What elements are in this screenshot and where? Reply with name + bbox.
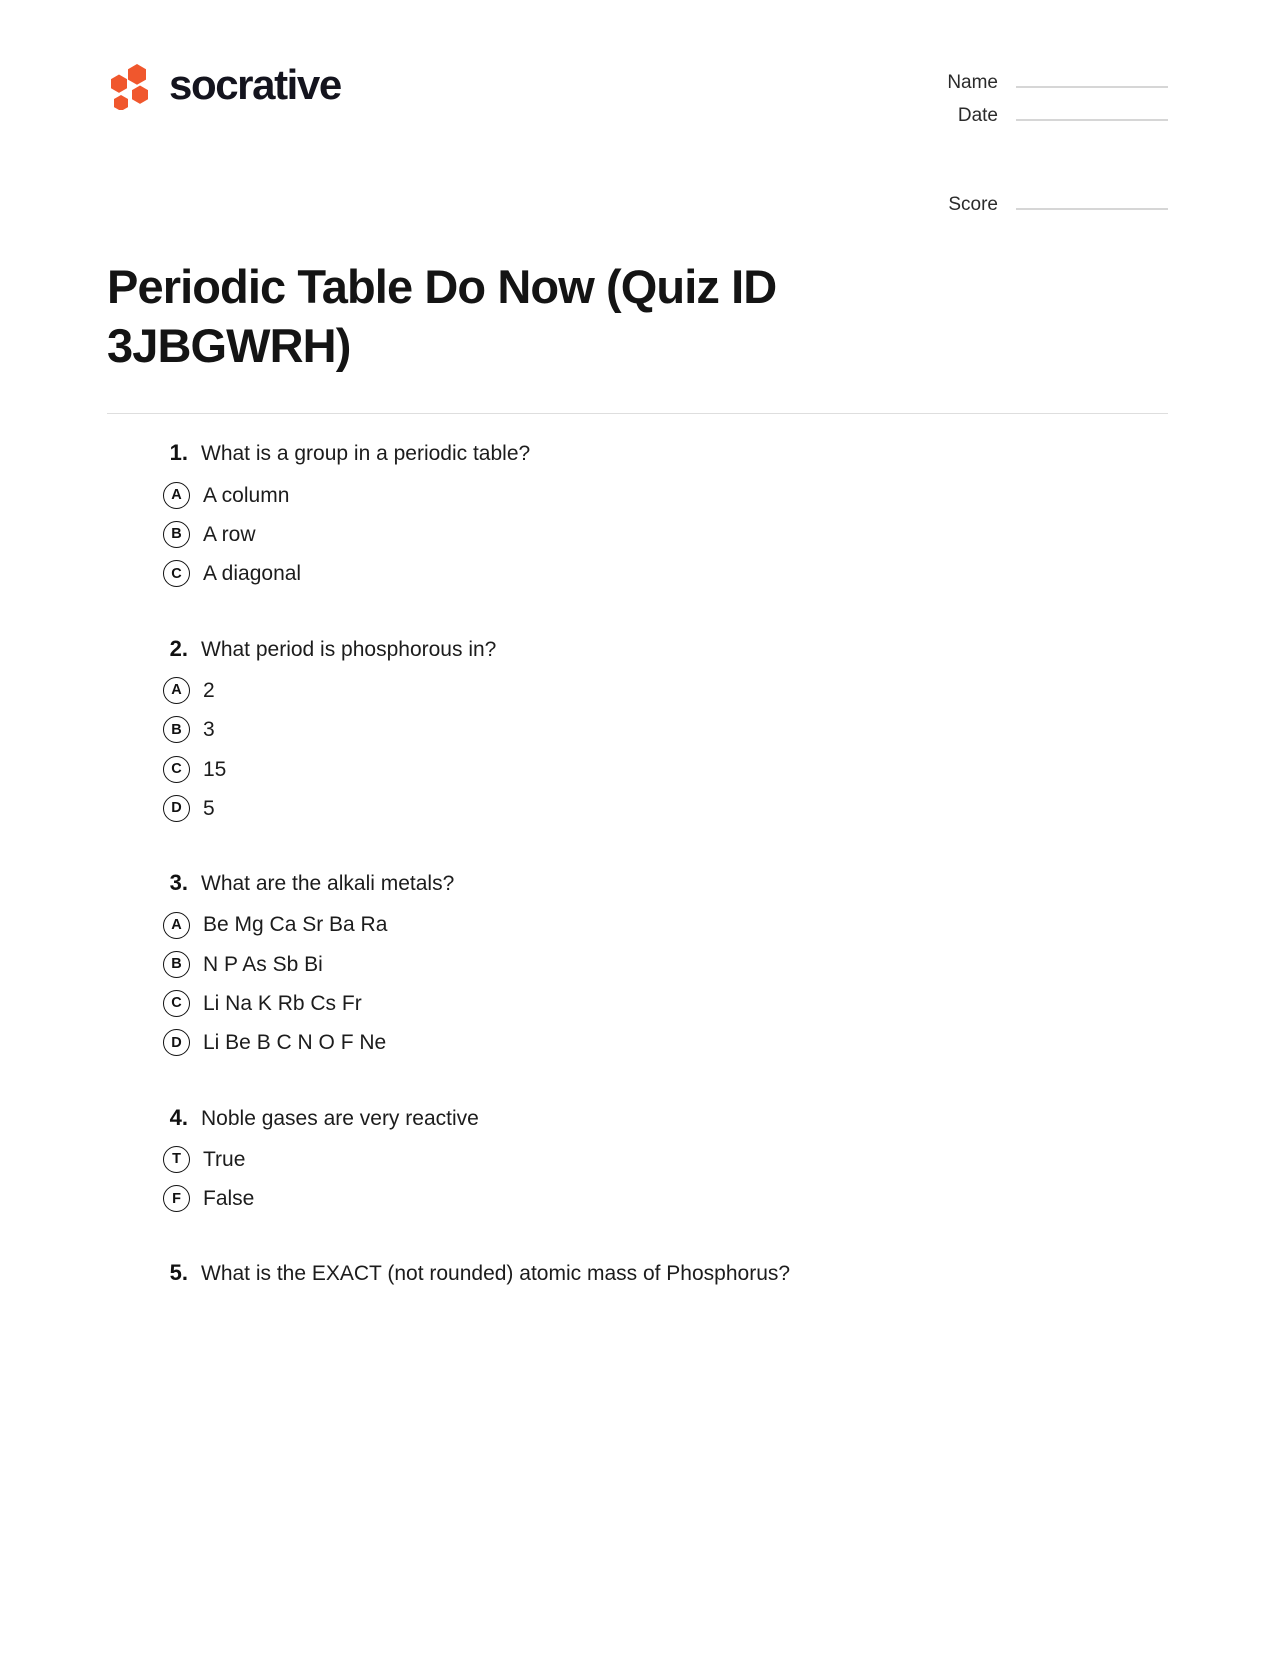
question-block: [162, 1260, 1168, 1287]
option-bubble-a[interactable]: A: [163, 677, 190, 704]
question-header: [162, 1260, 1168, 1287]
date-label: Date: [957, 105, 998, 126]
answer-option[interactable]: [162, 1185, 1168, 1212]
option-bubble-c[interactable]: C: [163, 560, 190, 587]
name-field-row: [928, 72, 1168, 94]
answer-option[interactable]: [162, 1029, 1168, 1056]
option-label: 15: [203, 757, 227, 781]
question-number: 1.: [169, 440, 188, 466]
questions-list: [107, 414, 1168, 1287]
score-field-row: [928, 194, 1168, 216]
question-block: [162, 440, 1168, 587]
answer-options: [162, 911, 1168, 1056]
option-label: A diagonal: [203, 562, 302, 586]
date-input-line[interactable]: [1016, 105, 1168, 121]
option-bubble-t[interactable]: T: [163, 1146, 190, 1173]
page-header: [107, 0, 1168, 227]
title-zone: [107, 231, 1168, 375]
answer-option[interactable]: [162, 677, 1168, 704]
option-label: A row: [203, 523, 256, 547]
name-label: Name: [947, 72, 998, 93]
option-bubble-d[interactable]: D: [163, 795, 190, 822]
answer-option[interactable]: [162, 482, 1168, 509]
question-block: [162, 870, 1168, 1056]
question-text: What period is phosphorous in?: [201, 637, 497, 661]
option-bubble-f[interactable]: F: [163, 1185, 190, 1212]
question-block: [162, 636, 1168, 822]
question-text: What is a group in a periodic table?: [201, 442, 531, 466]
option-label: False: [203, 1187, 255, 1211]
answer-options: [162, 482, 1168, 588]
answer-option[interactable]: [162, 911, 1168, 938]
question-block: [162, 1105, 1168, 1213]
answer-option[interactable]: [162, 990, 1168, 1017]
option-label: A column: [203, 483, 290, 507]
option-bubble-b[interactable]: B: [163, 951, 190, 978]
option-bubble-c[interactable]: C: [163, 990, 190, 1017]
question-number: 5.: [169, 1260, 188, 1286]
option-bubble-b[interactable]: B: [163, 716, 190, 743]
option-label: True: [203, 1147, 246, 1171]
answer-option[interactable]: [162, 716, 1168, 743]
score-label: Score: [948, 194, 998, 215]
date-field-row: [928, 105, 1168, 127]
answer-option[interactable]: [162, 795, 1168, 822]
option-label: Li Be B C N O F Ne: [203, 1031, 387, 1055]
option-label: Be Mg Ca Sr Ba Ra: [203, 913, 388, 937]
answer-option[interactable]: [162, 951, 1168, 978]
question-header: [162, 1105, 1168, 1132]
name-input-line[interactable]: [1016, 72, 1168, 88]
answer-options: [162, 1146, 1168, 1213]
score-input-line[interactable]: [1016, 194, 1168, 210]
question-header: [162, 870, 1168, 897]
answer-option[interactable]: [162, 1146, 1168, 1173]
answer-option[interactable]: [162, 560, 1168, 587]
option-label: 5: [203, 796, 215, 820]
question-number: 2.: [169, 635, 188, 661]
option-bubble-d[interactable]: D: [163, 1029, 190, 1056]
option-label: N P As Sb Bi: [203, 952, 323, 976]
answer-option[interactable]: [162, 521, 1168, 548]
socrative-hexagons-logo-icon: [107, 62, 153, 110]
question-header: [162, 636, 1168, 663]
question-header: [162, 440, 1168, 467]
question-text: Noble gases are very reactive: [201, 1106, 479, 1130]
option-label: 3: [203, 718, 215, 742]
page-title: Periodic Table Do Now (Quiz ID 3JBGWRH): [107, 260, 777, 373]
option-bubble-a[interactable]: A: [163, 912, 190, 939]
student-meta-fields: [928, 62, 1168, 227]
option-bubble-b[interactable]: B: [163, 521, 190, 548]
answer-option[interactable]: [162, 756, 1168, 783]
answer-options: [162, 677, 1168, 822]
question-number: 3.: [169, 870, 188, 896]
question-text: What are the alkali metals?: [201, 872, 455, 896]
option-label: 2: [203, 678, 215, 702]
option-bubble-c[interactable]: C: [163, 756, 190, 783]
option-label: Li Na K Rb Cs Fr: [203, 992, 362, 1015]
option-bubble-a[interactable]: A: [163, 482, 190, 509]
question-number: 4.: [169, 1104, 188, 1130]
socrative-brand: [107, 62, 341, 110]
question-text: What is the EXACT (not rounded) atomic mass of Phosphorus?: [201, 1262, 791, 1286]
brand-wordmark: socrative: [169, 60, 341, 108]
